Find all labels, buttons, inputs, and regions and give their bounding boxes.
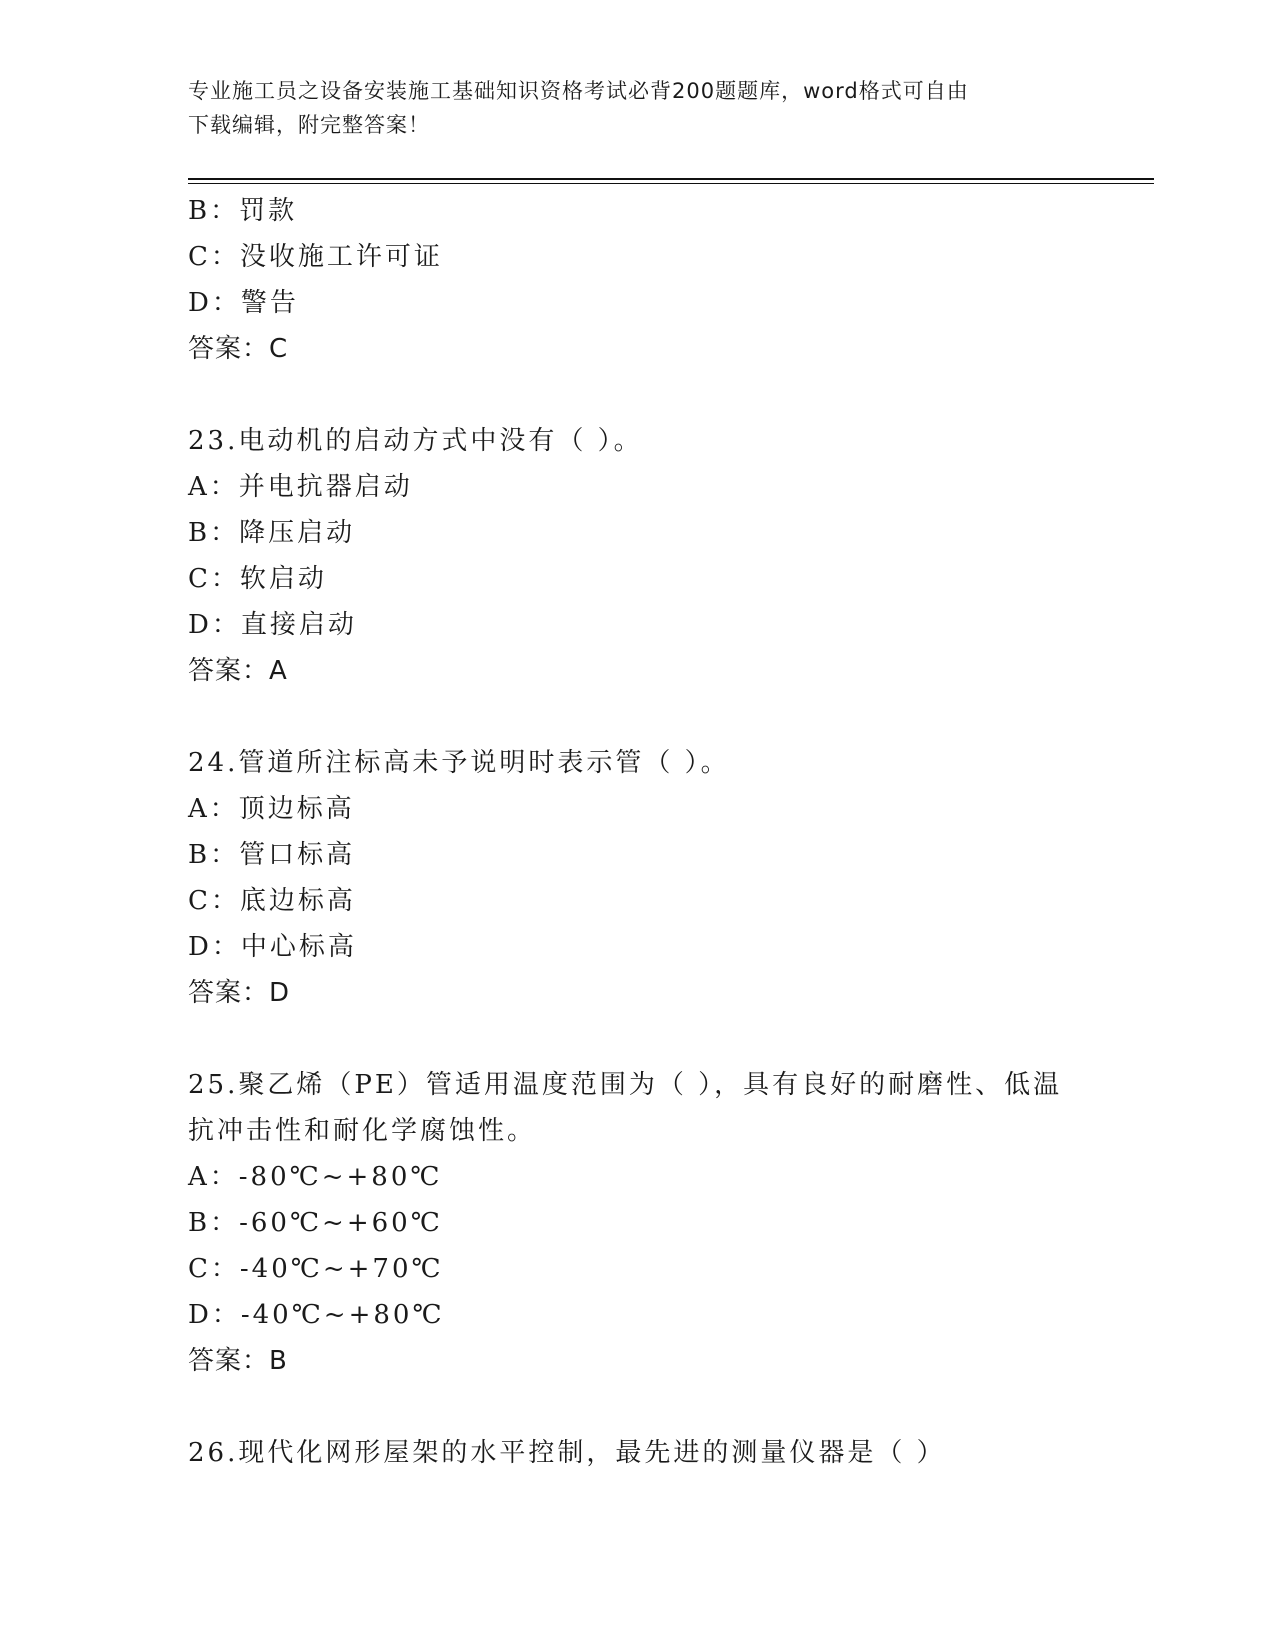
answer-line: 答案：D xyxy=(188,978,291,1008)
question-block-22 xyxy=(188,188,1088,372)
option-c: C：-40℃~+70℃ xyxy=(188,1254,444,1284)
option-b: B：管口标高 xyxy=(188,840,356,870)
option-a: A：顶边标高 xyxy=(188,794,355,824)
option-d: D：直接启动 xyxy=(188,610,357,640)
spacer xyxy=(188,694,1088,740)
option-d: D：中心标高 xyxy=(188,932,357,962)
option-d: D：-40℃~+80℃ xyxy=(188,1300,445,1330)
question-text: 26.现代化网形屋架的水平控制，最先进的测量仪器是（ ） xyxy=(188,1438,946,1468)
option-a: A：-80℃~+80℃ xyxy=(188,1162,443,1192)
option-b: B：-60℃~+60℃ xyxy=(188,1208,443,1238)
spacer xyxy=(188,372,1088,418)
answer-line: 答案：C xyxy=(188,334,289,364)
header-rule-thin xyxy=(188,183,1154,184)
question-text-line-2: 抗冲击性和耐化学腐蚀性。 xyxy=(188,1116,537,1146)
question-text: 23.电动机的启动方式中没有（ ）。 xyxy=(188,426,643,456)
option-c: C：底边标高 xyxy=(188,886,356,916)
question-text: 24.管道所注标高未予说明时表示管（ ）。 xyxy=(188,748,730,778)
question-text-line-1: 25.聚乙烯（PE）管适用温度范围为（ ），具有良好的耐磨性、低温 xyxy=(188,1070,1063,1100)
option-a: A：并电抗器启动 xyxy=(188,472,413,502)
header-line-2: 下载编辑，附完整答案！ xyxy=(188,113,430,137)
spacer xyxy=(188,1384,1088,1430)
document-header xyxy=(188,74,1068,142)
question-block-25 xyxy=(188,1062,1088,1384)
option-d: D：警告 xyxy=(188,288,299,318)
question-block-26 xyxy=(188,1430,1088,1476)
question-list xyxy=(188,188,1088,1476)
question-block-23 xyxy=(188,418,1088,694)
option-c: C：软启动 xyxy=(188,564,327,594)
spacer xyxy=(188,1016,1088,1062)
option-c: C：没收施工许可证 xyxy=(188,242,443,272)
option-b: B：罚款 xyxy=(188,196,298,226)
option-b: B：降压启动 xyxy=(188,518,356,548)
answer-line: 答案：A xyxy=(188,656,288,686)
header-line-1: 专业施工员之设备安装施工基础知识资格考试必背200题题库，word格式可自由 xyxy=(188,79,969,103)
answer-line: 答案：B xyxy=(188,1346,288,1376)
question-block-24 xyxy=(188,740,1088,1016)
header-rule-thick xyxy=(188,178,1154,180)
